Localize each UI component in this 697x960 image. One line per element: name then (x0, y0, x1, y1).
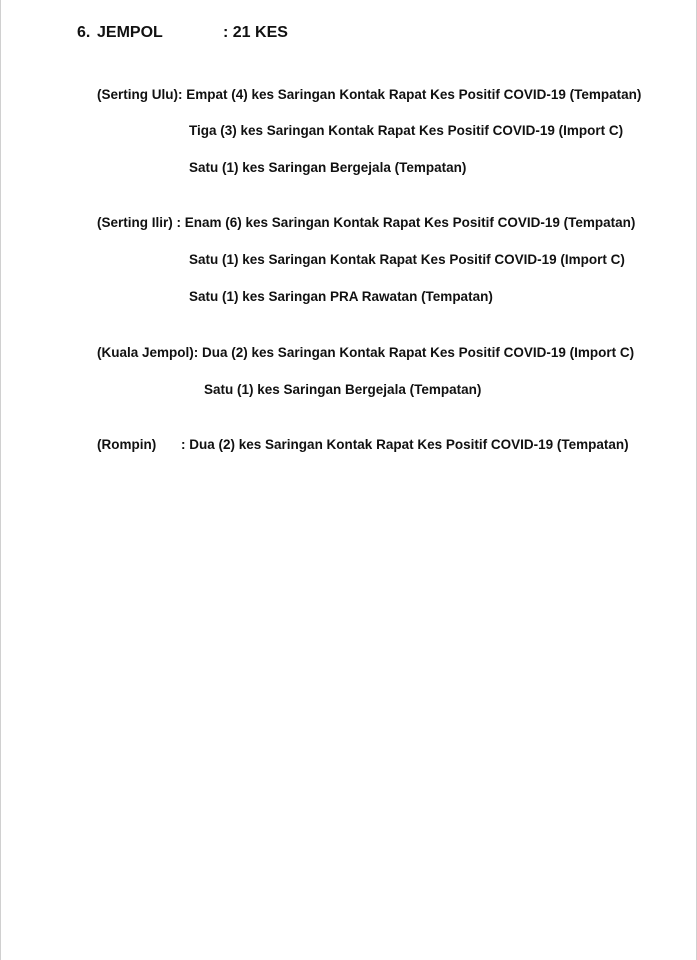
case-line: Dua (2) kes Saringan Kontak Rapat Kes Positif COVID-19 (Import C) (202, 345, 635, 360)
case-line: Satu (1) kes Saringan PRA Rawatan (Tempatan) (189, 289, 493, 304)
area-label-serting-ilir: (Serting Ilir) : (97, 215, 181, 230)
case-line: Enam (6) kes Saringan Kontak Rapat Kes Positif COVID-19 (Tempatan) (184, 215, 636, 230)
district-name: JEMPOL (97, 24, 163, 41)
case-line: Tiga (3) kes Saringan Kontak Rapat Kes Positif COVID-19 (Import C) (189, 123, 624, 138)
section-serting-ulu-line-1 (97, 87, 641, 102)
area-label-serting-ulu: (Serting Ulu): (97, 87, 183, 102)
area-label-rompin: (Rompin) (97, 437, 157, 452)
case-line: Satu (1) kes Saringan Bergejala (Tempatan) (204, 382, 482, 397)
case-line: Satu (1) kes Saringan Bergejala (Tempatan) (189, 160, 467, 175)
section-serting-ilir-line-1 (97, 215, 635, 230)
section-number: 6. (77, 24, 91, 41)
area-label-kuala-jempol: (Kuala Jempol): (97, 345, 199, 360)
case-line: Empat (4) kes Saringan Kontak Rapat Kes Positif COVID-19 (Tempatan) (186, 87, 642, 102)
section-rompin-cases (181, 437, 629, 452)
section-kuala-jempol-line-1 (97, 345, 634, 360)
section-rompin-line-1 (97, 437, 156, 452)
case-line: Dua (2) kes Saringan Kontak Rapat Kes Positif COVID-19 (Tempatan) (189, 437, 629, 452)
total-cases: : 21 KES (223, 24, 288, 41)
case-line: Satu (1) kes Saringan Kontak Rapat Kes Positif COVID-19 (Import C) (189, 252, 625, 267)
separator: : (181, 437, 186, 452)
